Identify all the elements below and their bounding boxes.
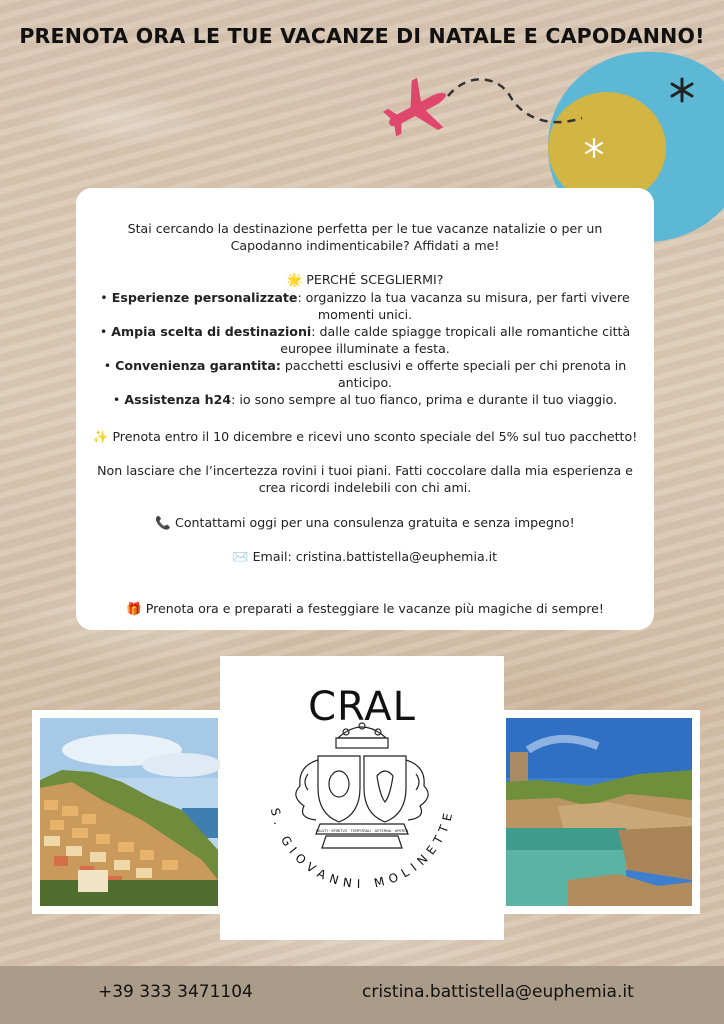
gift-icon: 🎁 (126, 601, 142, 616)
list-item: • Assistenza h24: io sono sempre al tuo fianco, prima e durante il tuo viaggio. (112, 392, 618, 407)
cral-crest (220, 656, 504, 940)
coast-photo (498, 710, 700, 914)
why-heading (92, 271, 638, 288)
list-item: • Convenienza garantita: pacchetti esclusivi e offerte speciali per chi prenota in anticipo. (103, 358, 627, 390)
envelope-icon: ✉️ (232, 549, 249, 564)
list-item: • Ampia scelta di destinazioni: dalle calde spiagge tropicali alle romantiche città europee illuminate a festa. (99, 324, 631, 356)
offer-text: ✨ Prenota entro il 10 dicembre e ricevi uno sconto speciale del 5% sul tuo pacchetto! (92, 429, 638, 444)
email-text: ✉️ Email: cristina.battistella@euphemia.it (232, 549, 498, 564)
why-label: PERCHÉ SCEGLIERMI? (306, 272, 444, 287)
footer-bar (0, 966, 724, 1024)
airplane-icon (376, 69, 459, 148)
logo-name: CRAL (308, 684, 416, 730)
benefits-list (92, 289, 638, 408)
footer-phone[interactable]: +39 333 3471104 (98, 982, 253, 1002)
reassure-text: Non lasciare che l’incertezza rovini i tuoi piani. Fatti coccolare dalla mia esperienza e crea ricordi indelebili con chi ami. (97, 463, 633, 495)
phone-icon: 📞 (155, 515, 172, 530)
intro-text: Stai cercando la destinazione perfetta per le tue vacanze natalizie o per un Capodanno indimenticabile? Affidati a me! (127, 221, 603, 253)
crest-motto: SALVTI · SPIRITVS · TEMPORALI · AETERNA · APERTA (315, 829, 409, 833)
cral-logo (220, 656, 504, 940)
town-photo (32, 710, 226, 914)
sun-icon: 🌟 (286, 272, 303, 287)
list-item: • Esperienze personalizzate: organizzo la tua vacanza su misura, per farti vivere momenti unici. (100, 290, 630, 322)
sparkles-icon: ✨ (92, 429, 109, 444)
closing-text: 🎁 Prenota ora e preparati a festeggiare le vacanze più magiche di sempre! (126, 601, 604, 616)
footer-email[interactable]: cristina.battistella@euphemia.it (362, 982, 634, 1002)
contact-text: 📞 Contattami oggi per una consulenza gratuita e senza impegno! (155, 515, 575, 530)
logo-subtitle-arc: S. GIOVANNI MOLINETTE (267, 806, 457, 892)
page-title: PRENOTA ORA LE TUE VACANZE DI NATALE E CAPODANNO! (19, 24, 705, 48)
